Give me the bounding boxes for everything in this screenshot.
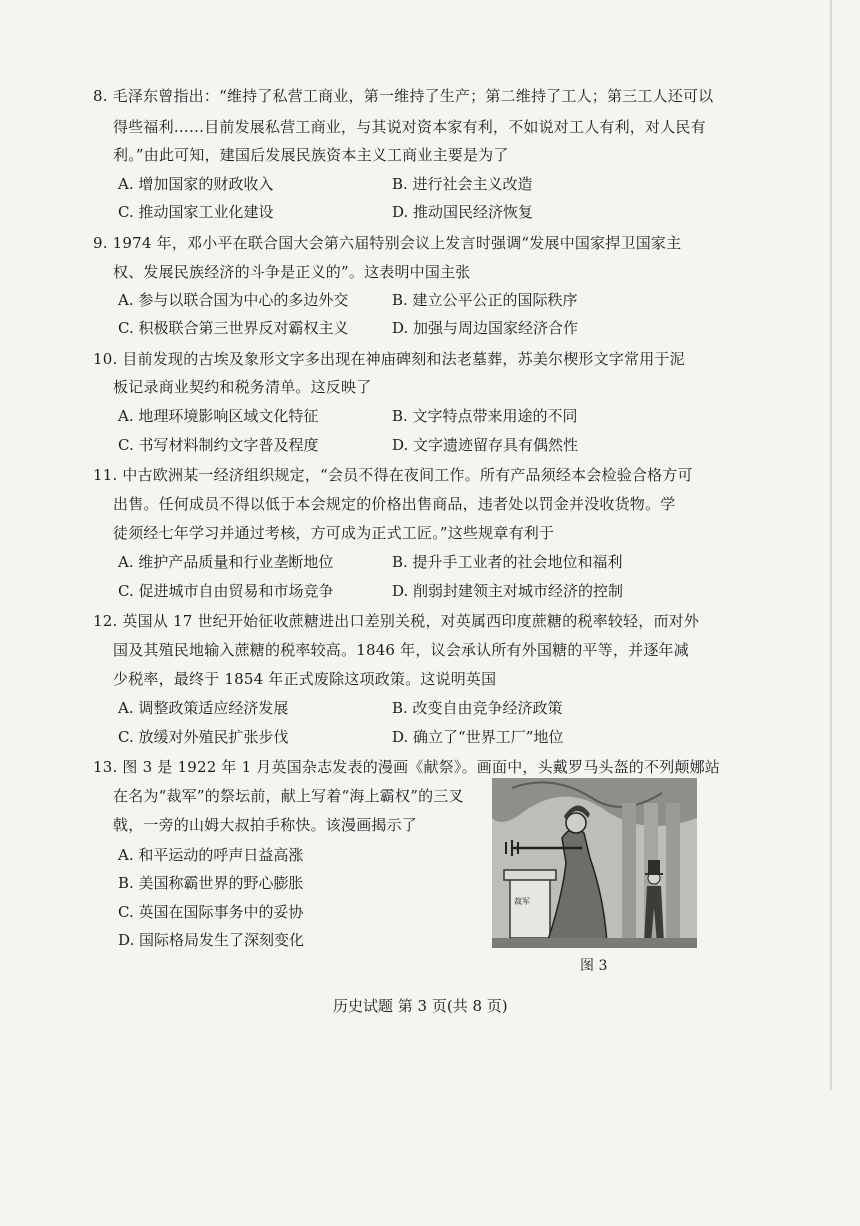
question-13-option-b: B. 美国称霸世界的野心膨胀 bbox=[118, 874, 304, 892]
question-10-option-c: C. 书写材料制约文字普及程度 bbox=[118, 436, 319, 454]
question-12-option-a: A. 调整政策适应经济发展 bbox=[118, 699, 289, 717]
question-9-option-b: B. 建立公平公正的国际秩序 bbox=[392, 291, 578, 309]
question-13-option-c: C. 英国在国际事务中的妥协 bbox=[118, 903, 304, 921]
question-8-option-b: B. 进行社会主义改造 bbox=[392, 175, 533, 193]
question-12-line-2: 国及其殖民地输入蔗糖的税率较高。1846 年，议会承认所有外国糖的平等，并逐年减 bbox=[113, 641, 689, 659]
question-12-option-d: D. 确立了“世界工厂”地位 bbox=[392, 728, 564, 746]
question-11-option-a: A. 维护产品质量和行业垄断地位 bbox=[118, 553, 334, 571]
question-9-line-1: 9. 1974 年，邓小平在联合国大会第六届特别会议上发言时强调“发展中国家捍卫国家主 bbox=[93, 234, 682, 252]
question-9-option-c: C. 积极联合第三世界反对霸权主义 bbox=[118, 319, 349, 337]
question-13-line-2: 在名为“裁军”的祭坛前，献上写着“海上霸权”的三叉 bbox=[113, 787, 464, 805]
figure-caption: 图 3 bbox=[580, 958, 608, 974]
question-12-line-3: 少税率，最终于 1854 年正式废除这项政策。这说明英国 bbox=[113, 670, 497, 688]
question-9-option-a: A. 参与以联合国为中心的多边外交 bbox=[118, 291, 349, 309]
question-11-option-c: C. 促进城市自由贸易和市场竞争 bbox=[118, 582, 334, 600]
question-10-line-1: 10. 目前发现的古埃及象形文字多出现在神庙碑刻和法老墓葬，苏美尔楔形文字常用于泥 bbox=[93, 350, 685, 368]
page-footer: 历史试题 第 3 页(共 8 页) bbox=[333, 997, 508, 1015]
question-10-option-b: B. 文字特点带来用途的不同 bbox=[392, 407, 578, 425]
question-10-option-d: D. 文字遗迹留存具有偶然性 bbox=[392, 436, 579, 454]
question-12-option-b: B. 改变自由竞争经济政策 bbox=[392, 699, 563, 717]
question-13-option-a: A. 和平运动的呼声日益高涨 bbox=[118, 846, 304, 864]
question-13-option-d: D. 国际格局发生了深刻变化 bbox=[118, 931, 305, 949]
question-11-option-d: D. 削弱封建领主对城市经济的控制 bbox=[392, 582, 624, 600]
scan-edge-line bbox=[830, 0, 832, 1090]
question-8-option-a: A. 增加国家的财政收入 bbox=[118, 175, 274, 193]
question-11-line-3: 徒须经七年学习并通过考核，方可成为正式工匠。”这些规章有利于 bbox=[113, 524, 555, 542]
question-8-line-1: 8. 毛泽东曾指出：“维持了私营工商业，第一维持了生产；第二维持了工人；第三工人还可以 bbox=[93, 87, 714, 105]
question-8-option-c: C. 推动国家工业化建设 bbox=[118, 203, 274, 221]
question-9-line-2: 权、发展民族经济的斗争是正义的”。这表明中国主张 bbox=[113, 263, 471, 281]
question-8-line-3: 利。”由此可知，建国后发展民族资本主义工商业主要是为了 bbox=[113, 146, 509, 164]
altar-label: 裁军 bbox=[514, 897, 530, 906]
question-11-line-1: 11. 中古欧洲某一经济组织规定，“会员不得在夜间工作。所有产品须经本会检验合格方可 bbox=[93, 466, 693, 484]
question-11-option-b: B. 提升手工业者的社会地位和福利 bbox=[392, 553, 623, 571]
question-12-option-c: C. 放缓对外殖民扩张步伐 bbox=[118, 728, 289, 746]
question-11-line-2: 出售。任何成员不得以低于本会规定的价格出售商品，违者处以罚金并没收货物。学 bbox=[113, 495, 676, 513]
question-12-line-1: 12. 英国从 17 世纪开始征收蔗糖进出口差别关税，对英属西印度蔗糖的税率较轻，而对外 bbox=[93, 612, 700, 630]
question-9-option-d: D. 加强与周边国家经济合作 bbox=[392, 319, 579, 337]
question-8-option-d: D. 推动国民经济恢复 bbox=[392, 203, 534, 221]
question-13-line-1: 13. 图 3 是 1922 年 1 月英国杂志发表的漫画《献祭》。画面中，头戴罗马头盔的不列颠娜站 bbox=[93, 758, 720, 776]
question-8-line-2: 得些福利……目前发展私营工商业，与其说对资本家有利，不如说对工人有利，对人民有 bbox=[113, 118, 706, 136]
question-10-option-a: A. 地理环境影响区域文化特征 bbox=[118, 407, 319, 425]
question-10-line-2: 板记录商业契约和税务清单。这反映了 bbox=[113, 378, 372, 396]
cartoon-illustration bbox=[492, 778, 697, 948]
cartoon-figure-3 bbox=[492, 778, 697, 948]
question-13-line-3: 戟，一旁的山姆大叔拍手称快。该漫画揭示了 bbox=[113, 816, 418, 834]
